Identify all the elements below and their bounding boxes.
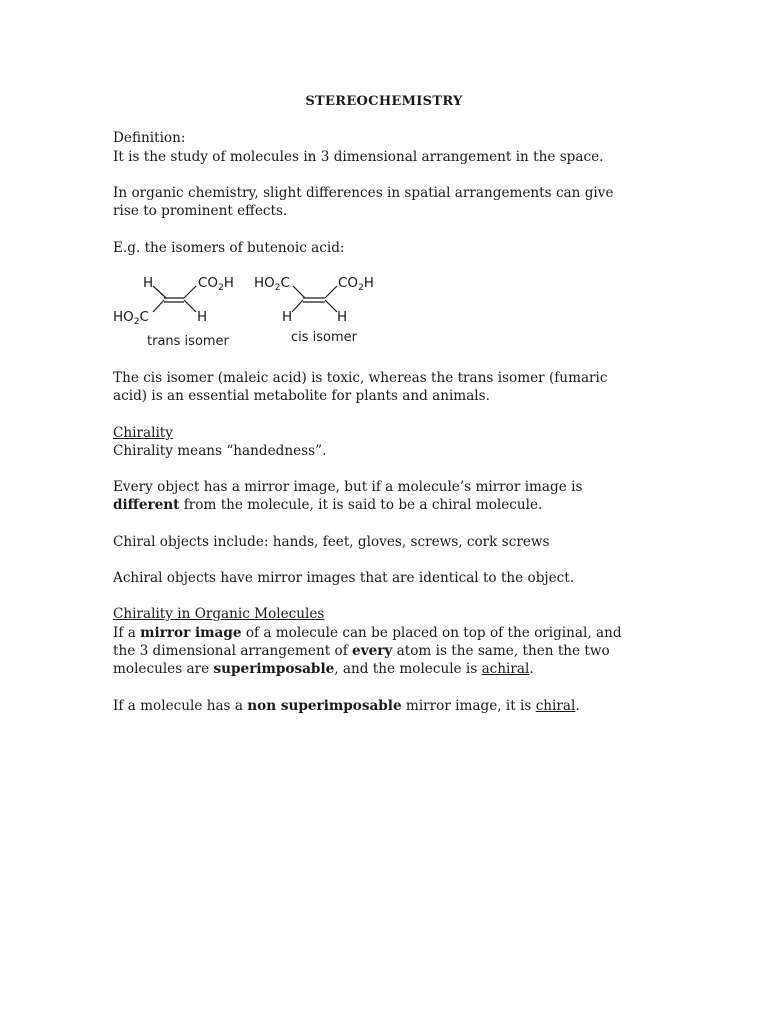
- intro-line-1: In organic chemistry, slight differences in spatial arrangements can give: [113, 185, 614, 201]
- trans-co2h: $CO_2H$: [198, 275, 234, 293]
- organic-line-1: If a mirror image of a molecule can be placed on top of the original, and: [113, 625, 622, 641]
- organic-line-4: If a molecule has a non superimposable mirror image, it is chiral.: [113, 698, 580, 714]
- toxicity-line-2: acid) is an essential metabolite for plants and animals.: [113, 388, 490, 404]
- cis-ho2c: $HO_2C$: [254, 275, 290, 293]
- toxicity-line-1: The cis isomer (maleic acid) is toxic, whereas the trans isomer (fumaric: [113, 370, 608, 386]
- cis-caption: cis isomer: [291, 330, 358, 345]
- definition-text: It is the study of molecules in 3 dimensional arrangement in the space.: [113, 149, 604, 165]
- achiral-objects: Achiral objects have mirror images that are identical to the object.: [113, 570, 575, 586]
- trans-ho2c: $HO_2C$: [113, 309, 149, 327]
- mirror-line-1: Every object has a mirror image, but if a molecule’s mirror image is: [113, 479, 583, 495]
- trans-h-bottom: H: [197, 309, 208, 325]
- chirality-means: Chirality means “handedness”.: [113, 443, 327, 459]
- example-label: E.g. the isomers of butenoic acid:: [113, 240, 345, 256]
- organic-line-3: molecules are superimposable, and the molecule is achiral.: [113, 661, 534, 677]
- trans-caption: trans isomer: [147, 334, 229, 349]
- cis-h-right: H: [337, 309, 348, 325]
- intro-line-2: rise to prominent effects.: [113, 203, 288, 219]
- organic-heading: Chirality in Organic Molecules: [113, 606, 325, 622]
- different-bold: different: [113, 497, 180, 513]
- cis-co2h: $CO_2H$: [338, 275, 374, 293]
- mirror-line-2: different from the molecule, it is said to be a chiral molecule.: [113, 497, 543, 513]
- chiral-objects: Chiral objects include: hands, feet, gloves, screws, cork screws: [113, 534, 550, 550]
- page-title: STEREOCHEMISTRY: [305, 94, 463, 109]
- definition-heading: Definition:: [113, 130, 186, 146]
- trans-h-top: H: [143, 275, 154, 291]
- chirality-heading: Chirality: [113, 425, 173, 441]
- organic-line-2: the 3 dimensional arrangement of every atom is the same, then the two: [113, 643, 610, 659]
- cis-h-left: H: [282, 309, 293, 325]
